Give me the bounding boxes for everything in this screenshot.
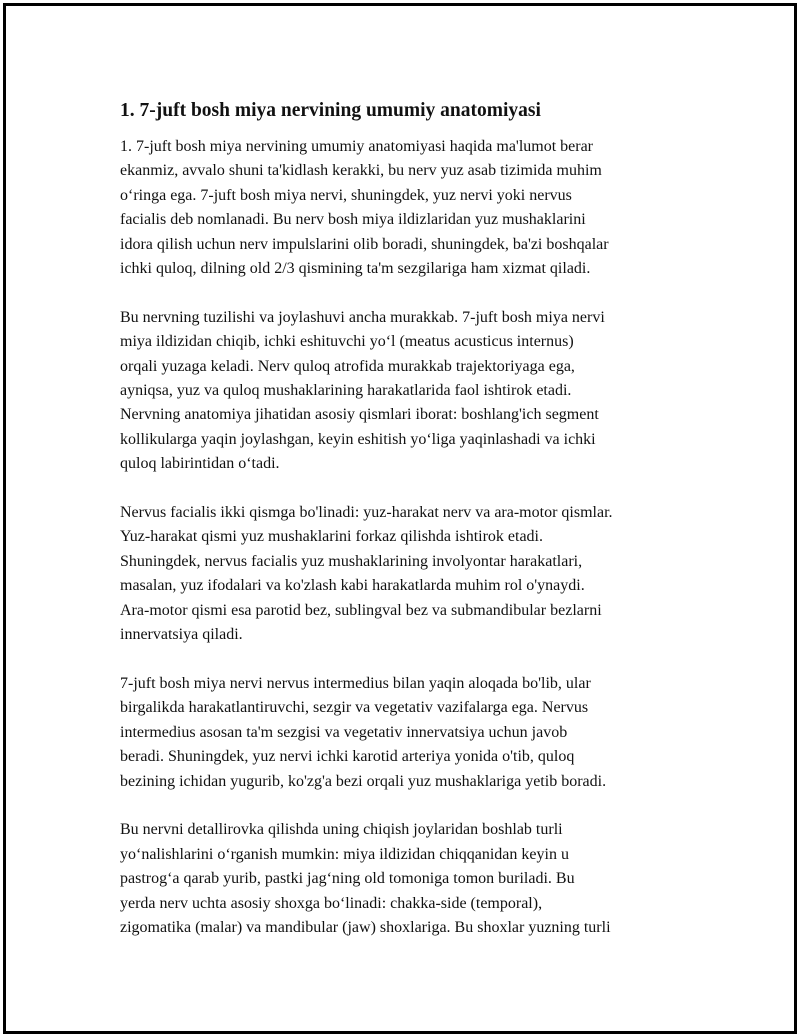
text-line: Yuz-harakat qismi yuz mushaklarini forkaz qilishda ishtirok etadi.	[120, 528, 543, 546]
text-line: kollikularga yaqin joylashgan, keyin eshitish yo‘liga yaqinlashadi va ichki	[120, 430, 596, 448]
text-line: masalan, yuz ifodalari va ko'zlash kabi harakatlarda muhim rol o'ynaydi.	[120, 577, 585, 595]
paragraph	[120, 672, 700, 794]
text-line: miya ildizidan chiqib, ichki eshituvchi yo‘l (meatus acusticus internus)	[120, 333, 574, 351]
page-frame	[3, 3, 797, 1034]
text-line: yo‘nalishlarini o‘rganish mumkin: miya ildizidan chiqqanidan keyin u	[120, 845, 569, 863]
text-line: Bu nervni detallirovka qilishda uning chiqish joylaridan boshlab turli	[120, 821, 563, 839]
page-title: 1. 7-juft bosh miya nervining umumiy anatomiyasi	[120, 100, 541, 121]
text-line: Ara-motor qismi esa parotid bez, sublingval bez va submandibular bezlarni	[120, 601, 602, 619]
text-line: 7-juft bosh miya nervi nervus intermedius bilan yaqin aloqada bo'lib, ular	[120, 674, 591, 692]
text-line: Nervus facialis ikki qismga bo'linadi: yuz-harakat nerv va ara-motor qismlar.	[120, 504, 613, 522]
text-line: ichki quloq, dilning old 2/3 qismining ta'm sezgilariga ham xizmat qiladi.	[120, 260, 591, 278]
paragraph	[120, 306, 700, 477]
text-line: Shuningdek, nervus facialis yuz mushaklarining involyontar harakatlari,	[120, 552, 583, 570]
text-line: beradi. Shuningdek, yuz nervi ichki karotid arteriya yonida o'tib, quloq	[120, 748, 575, 766]
text-line: idora qilish uchun nerv impulslarini olib boradi, shuningdek, ba'zi boshqalar	[120, 235, 609, 253]
text-line: innervatsiya qiladi.	[120, 626, 243, 644]
text-line: pastrog‘a qarab yurib, pastki jag‘ning old tomoniga tomon buriladi. Bu	[120, 870, 575, 888]
text-line: ayniqsa, yuz va quloq mushaklarining harakatlarida faol ishtirok etadi.	[120, 382, 572, 400]
text-line: facialis deb nomlanadi. Bu nerv bosh miya ildizlaridan yuz mushaklarini	[120, 211, 586, 229]
paragraph	[120, 501, 700, 647]
text-line: o‘ringa ega. 7-juft bosh miya nervi, shuningdek, yuz nervi yoki nervus	[120, 186, 572, 204]
text-line: ekanmiz, avvalo shuni ta'kidlash kerakki, bu nerv yuz asab tizimida muhim	[120, 162, 602, 180]
text-line: Nervning anatomiya jihatidan asosiy qismlari iborat: boshlang'ich segment	[120, 406, 599, 424]
paragraph	[120, 818, 700, 940]
text-line: quloq labirintidan o‘tadi.	[120, 455, 280, 473]
text-line: intermedius asosan ta'm sezgisi va vegetativ innervatsiya uchun javob	[120, 723, 568, 741]
text-line: 1. 7-juft bosh miya nervining umumiy anatomiyasi haqida ma'lumot berar	[120, 138, 594, 155]
text-line: yerda nerv uchta asosiy shoxga bo‘linadi: chakka-side (temporal),	[120, 894, 543, 912]
paragraph	[120, 135, 700, 281]
text-line: bezining ichidan yugurib, ko'zg'a bezi orqali yuz mushaklariga yetib boradi.	[120, 772, 607, 790]
text-line: Bu nervning tuzilishi va joylashuvi ancha murakkab. 7-juft bosh miya nervi	[120, 308, 605, 326]
text-line: birgalikda harakatlantiruvchi, sezgir va vegetativ vazifalarga ega. Nervus	[120, 699, 589, 717]
document-body	[120, 98, 700, 965]
text-line: zigomatika (malar) va mandibular (jaw) shoxlariga. Bu shoxlar yuzning turli	[120, 918, 611, 936]
text-line: orqali yuzaga keladi. Nerv quloq atrofida murakkab trajektoriyaga ega,	[120, 357, 575, 375]
